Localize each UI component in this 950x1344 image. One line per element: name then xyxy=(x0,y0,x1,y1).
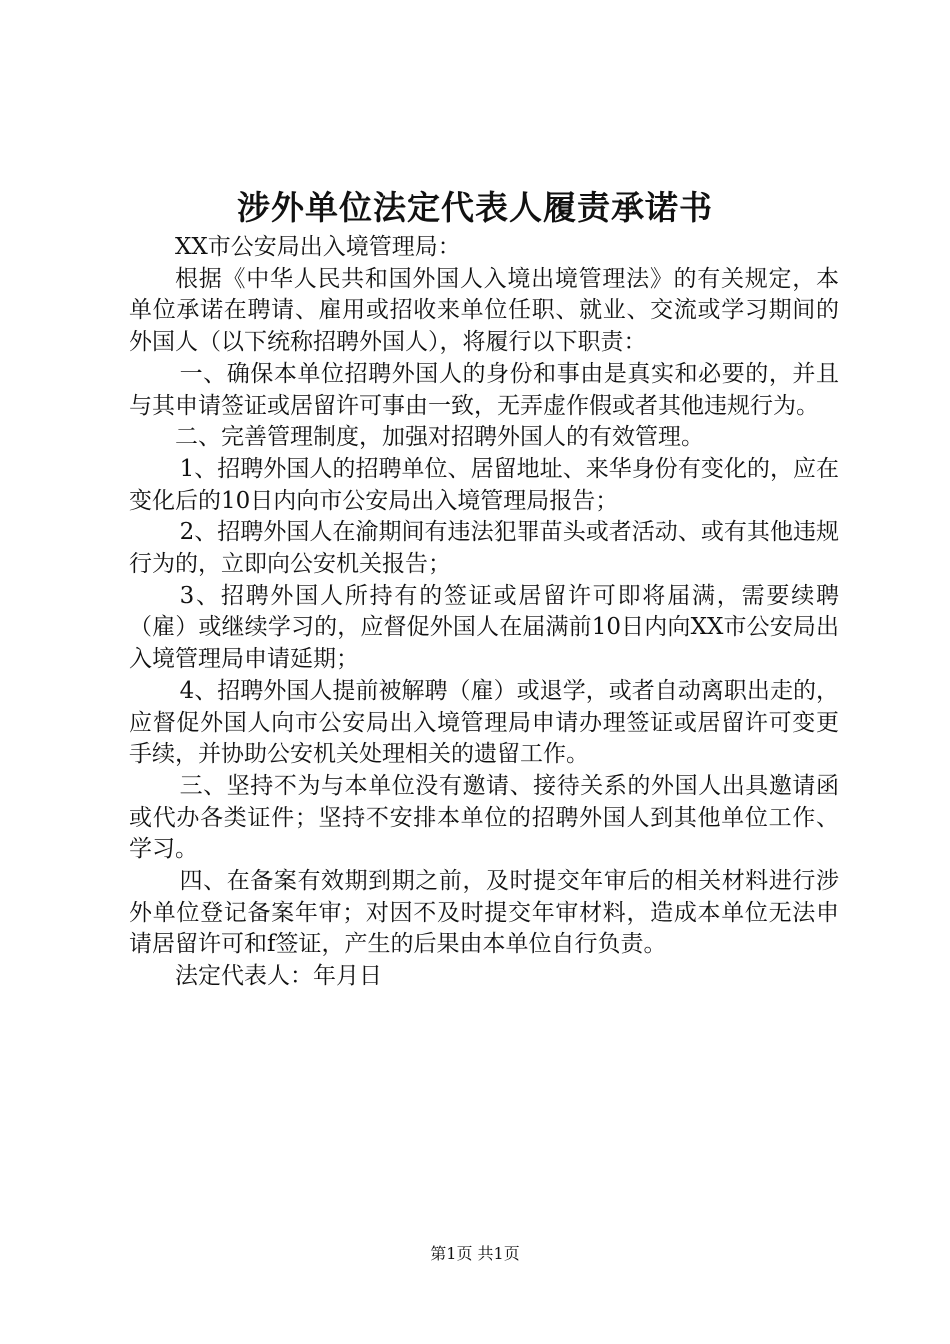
document-body xyxy=(129,232,839,993)
paragraph-subitem-1: 1、招聘外国人的招聘单位、居留地址、来华身份有变化的，应在变化后的10日内向市公安局出入境管理局报告； xyxy=(129,455,839,514)
paragraph-intro: 根据《中华人民共和国外国人入境出境管理法》的有关规定，本单位承诺在聘请、雇用或招收来单位任职、就业、交流或学习期间的外国人（以下统称招聘外国人），将履行以下职责： xyxy=(129,265,839,356)
salutation: XX市公安局出入境管理局： xyxy=(175,234,461,260)
paragraph-subitem-3: 3、招聘外国人所持有的签证或居留许可即将届满，需要续聘（雇）或继续学习的，应督促外国人在届满前10日内向XX市公安局出入境管理局申请延期； xyxy=(129,582,839,673)
document-title: 涉外单位法定代表人履责承诺书 xyxy=(237,188,713,227)
page-footer: 第1页 共1页 xyxy=(430,1244,520,1263)
paragraph-item-4: 四、在备案有效期到期之前，及时提交年审后的相关材料进行涉外单位登记备案年审；对因不及时提交年审材料，造成本单位无法申请居留许可和f签证，产生的后果由本单位自行负责。 xyxy=(129,868,839,958)
paragraph-item-2: 二、完善管理制度，加强对招聘外国人的有效管理。 xyxy=(175,424,704,451)
paragraph-item-1: 一、确保本单位招聘外国人的身份和事由是真实和必要的，并且与其申请签证或居留许可事由一致，无弄虚作假或者其他违规行为。 xyxy=(129,360,839,419)
paragraph-item-3: 三、坚持不为与本单位没有邀请、接待关系的外国人出具邀请函或代办各类证件；坚持不安排本单位的招聘外国人到其他单位工作、学习。 xyxy=(129,772,839,863)
paragraph-subitem-2: 2、招聘外国人在渝期间有违法犯罪苗头或者活动、或有其他违规行为的，立即向公安机关报告； xyxy=(129,519,839,578)
signature-line: 法定代表人：年月日 xyxy=(175,963,382,990)
paragraph-subitem-4: 4、招聘外国人提前被解聘（雇）或退学，或者自动离职出走的，应督促外国人向市公安局出入境管理局申请办理签证或居留许可变更手续，并协助公安机关处理相关的遗留工作。 xyxy=(129,677,839,768)
